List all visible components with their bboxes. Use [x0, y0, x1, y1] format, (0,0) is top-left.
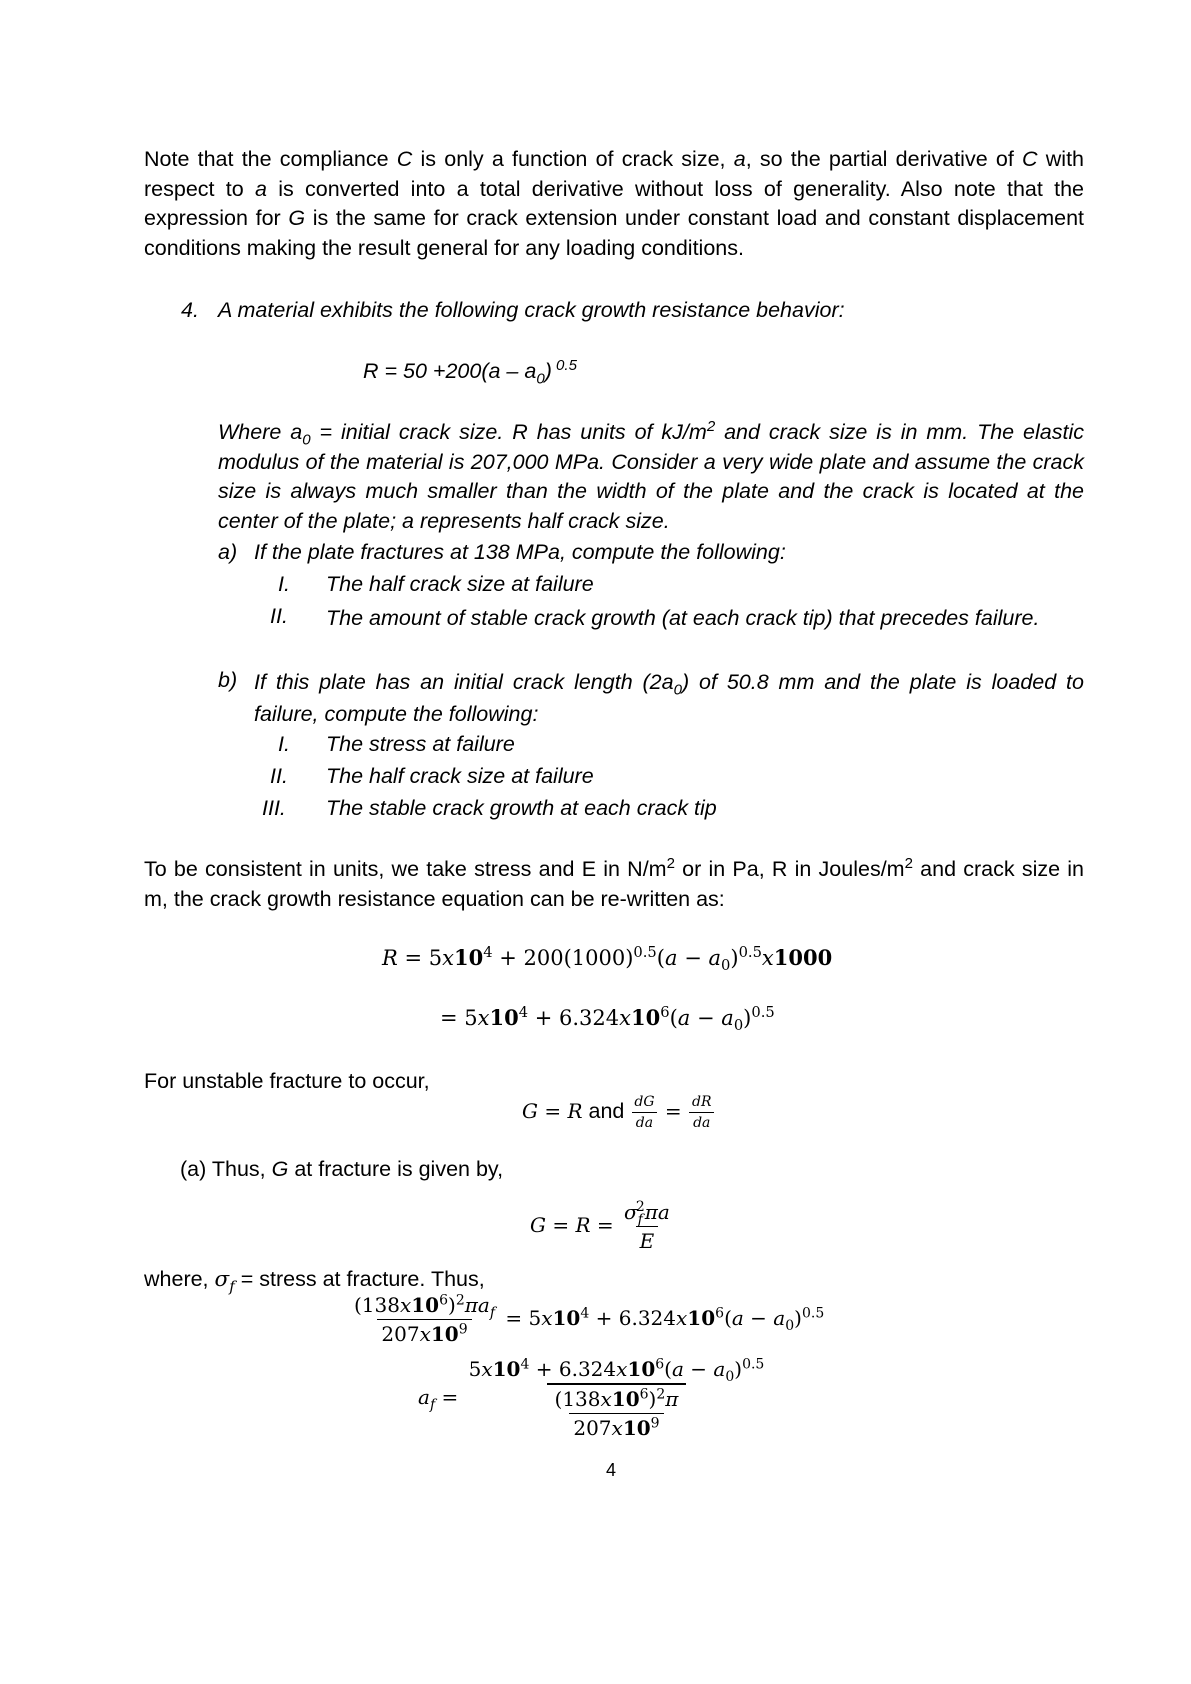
part-a-text: If the plate fractures at 138 MPa, compute the following: — [254, 540, 786, 564]
intro-text: Note that the compliance — [144, 147, 397, 171]
unstable-condition-text: For unstable fracture to occur, — [144, 1069, 430, 1093]
where-sigma-text: where, $\sigma_f$ = stress at fracture. Thus, — [144, 1267, 485, 1296]
part-b-item-num: I. — [278, 732, 290, 756]
intro-text: , so the partial derivative of — [745, 147, 1023, 171]
problem-equation: $R = 50 +200(a - a_0)$ $^{0.5}$ — [363, 356, 577, 388]
part-a-item-num: II. — [270, 604, 288, 628]
part-a-label: a) — [218, 540, 238, 564]
intro-text: with respect to — [144, 147, 1085, 201]
part-b-item-text: The stable crack growth at each crack tip — [326, 796, 717, 820]
equation-af: $a_f$ = $\frac{5x10^4 + 6.324x10^6(a - a_0)^{0.5}}{\frac{(138x10^6)^2\pi}{207x10^9}}$ — [418, 1356, 765, 1440]
part-a-solution-intro: (a) Thus, G at fracture is given by, — [180, 1157, 504, 1181]
equation-r-rewritten: $R = 5x10^4 + 200(1000)^{0.5}(a - a_0)^{0.5}x1000$ — [382, 944, 833, 975]
part-b-item-num: III. — [262, 796, 286, 820]
intro-var-a: a — [733, 147, 746, 171]
part-b-text: If this plate has an initial crack length $(2a_0)$ of 50.8 mm and the plate is loaded to failure, compute the following: — [254, 670, 1084, 726]
part-b-item-text: The stress at failure — [326, 732, 515, 756]
intro-text: is only a function of crack size, — [412, 147, 734, 171]
part-a-item-num: I. — [278, 572, 290, 596]
part-b-item-num: II. — [270, 764, 288, 788]
intro-paragraph — [144, 145, 1084, 263]
part-a-item-text: The half crack size at failure — [326, 572, 594, 596]
equation-g-fracture: G = R = $\frac{\sigma_f^2\pi a}{E}$ — [530, 1199, 670, 1253]
part-b-item-text: The half crack size at failure — [326, 764, 594, 788]
and-word: and — [582, 1099, 631, 1123]
problem-statement: A material exhibits the following crack growth resistance behavior: — [218, 298, 845, 322]
problem-number: 4. — [181, 298, 199, 322]
page-number: 4 — [606, 1460, 617, 1480]
units-paragraph: To be consistent in units, we take stress and E in $N/m^2$ or in Pa, R in Joules/$m^2$ and crack size in m, the crack growth resistance equation can be re-written as: — [144, 854, 1084, 911]
intro-var-a: a — [254, 176, 267, 201]
part-b-label: b) — [218, 668, 238, 692]
part-a-item-text: The amount of stable crack growth (at each crack tip) that precedes failure. — [326, 606, 1040, 630]
intro-var-g: G — [288, 206, 306, 230]
intro-var-c: C — [396, 147, 413, 171]
equation-fracture-balance: $\frac{(138x10^6)^2\pi a_f}{207x10^9}$ = $5x10^4 + 6.324x10^6(a - a_0)^{0.5}$ — [354, 1292, 825, 1346]
intro-text: is converted into a total derivative without loss of generality. Also note that the expression for — [144, 176, 1084, 230]
instability-condition-equation: G = R and $\frac{dG}{da}$ = $\frac{dR}{da}$ — [522, 1094, 716, 1131]
intro-text: is the same for crack extension under constant load and constant displacement conditions making the result general for any loading conditions. — [144, 206, 1085, 260]
intro-var-c: C — [1022, 147, 1038, 171]
equation-r-simplified: = $5x10^4 + 6.324x10^6(a - a_0)^{0.5}$ — [440, 1004, 775, 1035]
problem-where-paragraph: Where $a_0$ = initial crack size. R has units of $kJ/m^2$ and crack size is in mm. The elastic modulus of the material is 207,000 MPa. Consider a very wide plate and assume the crack size is always much smaller than the width of the plate and the crack is located at the center of the plate; a represents half crack size. — [218, 417, 1084, 533]
